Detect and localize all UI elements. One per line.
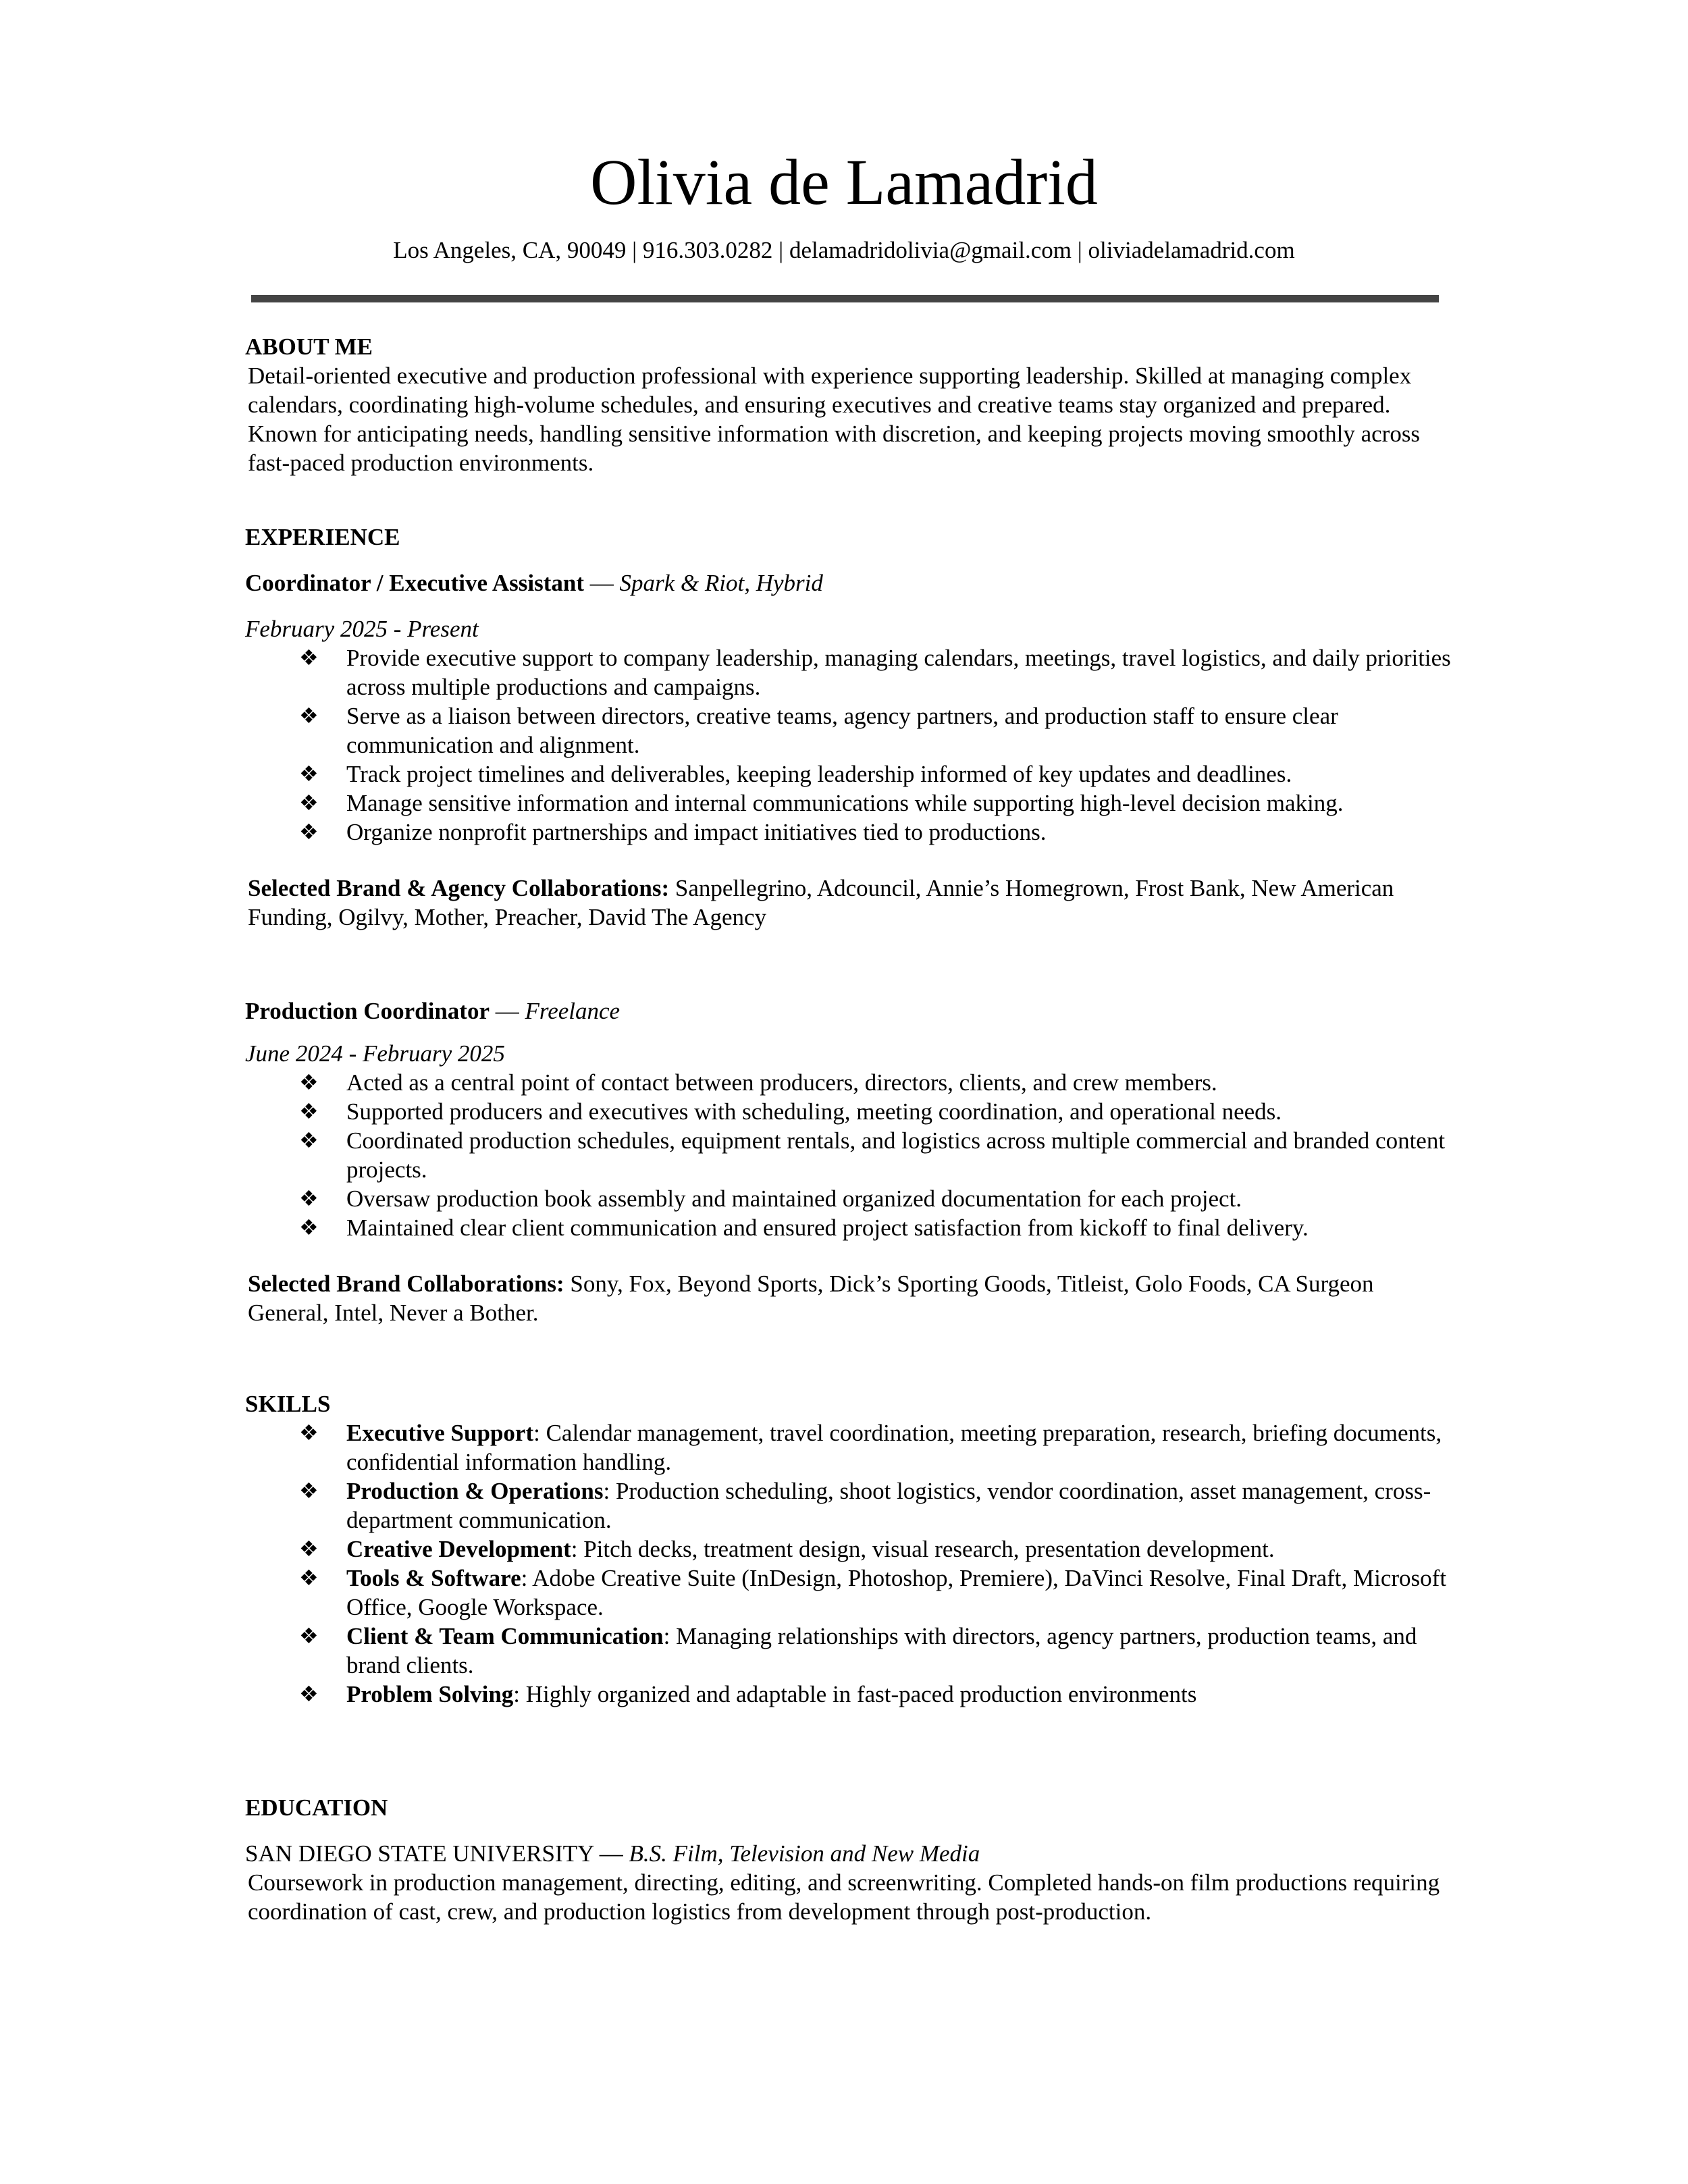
skills-bullet-list bbox=[245, 1418, 1454, 1709]
list-item: ❖ Maintained clear client communication and ensured project satisfaction from kickoff to final delivery. bbox=[299, 1215, 1309, 1241]
list-item: ❖ Organize nonprofit partnerships and impact initiatives tied to productions. bbox=[299, 819, 1047, 845]
job-entry-2 bbox=[245, 996, 1454, 1026]
job-collaborations-2 bbox=[245, 1269, 1454, 1327]
list-item: ❖ Provide executive support to company leadership, managing calendars, meetings, travel logistics, and daily priorities across multiple productions and campaigns. bbox=[299, 645, 1451, 700]
diamond-bullet-icon: ❖ bbox=[299, 1536, 319, 1562]
school-name: SAN DIEGO STATE UNIVERSITY bbox=[245, 1840, 594, 1867]
list-item: ❖ Problem Solving: Highly organized and adaptable in fast-paced production environments bbox=[299, 1681, 1197, 1707]
list-item: ❖ Track project timelines and deliverables, keeping leadership informed of key updates and deadlines. bbox=[299, 761, 1292, 787]
skill-label: Client & Team Communication bbox=[346, 1623, 664, 1649]
job-dates: June 2024 - February 2025 bbox=[245, 1040, 505, 1067]
list-item: ❖ Creative Development: Pitch decks, treatment design, visual research, presentation development. bbox=[299, 1536, 1275, 1562]
list-item: ❖ Executive Support: Calendar management, travel coordination, meeting preparation, research, briefing documents, confidential information handling. bbox=[299, 1420, 1442, 1475]
contact-line: Los Angeles, CA, 90049 | 916.303.0282 | delamadridolivia@gmail.com | oliviadelamadrid.com bbox=[393, 237, 1295, 263]
diamond-bullet-icon: ❖ bbox=[299, 1127, 319, 1153]
degree-name: B.S. Film, Television and New Media bbox=[629, 1840, 980, 1867]
job-title-line bbox=[245, 996, 1454, 1026]
diamond-bullet-icon: ❖ bbox=[299, 761, 319, 787]
list-item: ❖ Acted as a central point of contact between producers, directors, clients, and crew members. bbox=[299, 1069, 1217, 1096]
collaborations-text: Selected Brand & Agency Collaborations: Sanpellegrino, Adcouncil, Annie’s Homegrown, Frost Bank, New American Funding, Ogilvy, Mother, Preacher, David The Agency bbox=[248, 875, 1394, 930]
diamond-bullet-icon: ❖ bbox=[299, 703, 319, 728]
job-org: Spark & Riot, Hybrid bbox=[619, 570, 823, 596]
diamond-bullet-icon: ❖ bbox=[299, 1186, 319, 1211]
job-role: Coordinator / Executive Assistant bbox=[245, 570, 584, 596]
list-item: ❖ Tools & Software: Adobe Creative Suite (InDesign, Photoshop, Premiere), DaVinci Resolve, Final Draft, Microsoft Office, Google Workspace. bbox=[299, 1565, 1447, 1620]
skill-label: Problem Solving bbox=[346, 1681, 514, 1707]
job-entry-1 bbox=[245, 568, 1454, 597]
list-item: ❖ Coordinated production schedules, equipment rentals, and logistics across multiple commercial and branded content projects. bbox=[299, 1127, 1446, 1183]
skill-label: Creative Development bbox=[346, 1536, 571, 1562]
collaborations-label: Selected Brand Collaborations: bbox=[248, 1271, 564, 1297]
skill-label: Production & Operations bbox=[346, 1478, 604, 1504]
resume-name: Olivia de Lamadrid bbox=[590, 146, 1098, 218]
diamond-bullet-icon: ❖ bbox=[299, 1565, 319, 1591]
list-item: ❖ Production & Operations: Production scheduling, shoot logistics, vendor coordination, asset management, cross-department communication. bbox=[299, 1478, 1431, 1533]
diamond-bullet-icon: ❖ bbox=[299, 645, 319, 670]
skills-section bbox=[245, 1389, 1454, 1709]
list-item: ❖ Serve as a liaison between directors, creative teams, agency partners, and production staff to ensure clear communication and alignment. bbox=[299, 703, 1338, 758]
about-section bbox=[245, 332, 1454, 477]
list-item: ❖ Client & Team Communication: Managing relationships with directors, agency partners, production teams, and brand clients. bbox=[299, 1623, 1417, 1678]
about-heading: ABOUT ME bbox=[245, 334, 373, 360]
job-details-2 bbox=[245, 1039, 1454, 1242]
about-text: Detail-oriented executive and production professional with experience supporting leadership. Skilled at managing complex calendars, coordinating high-volume schedules, and ensuring executives and creative teams stay organized and prepared. Known for anticipating needs, handling sensitive information with discretion, and keeping projects moving smoothly across fast-paced production environments. bbox=[248, 363, 1421, 476]
skill-label: Executive Support bbox=[346, 1420, 534, 1446]
diamond-bullet-icon: ❖ bbox=[299, 1681, 319, 1707]
diamond-bullet-icon: ❖ bbox=[299, 1623, 319, 1649]
job-separator: — bbox=[490, 998, 525, 1024]
diamond-bullet-icon: ❖ bbox=[299, 1215, 319, 1240]
header-divider bbox=[251, 295, 1439, 302]
diamond-bullet-icon: ❖ bbox=[299, 1098, 319, 1124]
job-title-line bbox=[245, 568, 1454, 597]
job-collaborations-1 bbox=[245, 874, 1454, 932]
job-role: Production Coordinator bbox=[245, 998, 490, 1024]
job-bullet-list bbox=[245, 643, 1454, 847]
diamond-bullet-icon: ❖ bbox=[299, 1420, 319, 1445]
education-text: Coursework in production management, directing, editing, and screenwriting. Completed hands-on film productions requiring coordination of cast, crew, and production logistics from development through post-production. bbox=[248, 1869, 1440, 1925]
job-details-1 bbox=[245, 614, 1454, 847]
list-item: ❖ Supported producers and executives with scheduling, meeting coordination, and operational needs. bbox=[299, 1098, 1282, 1125]
job-org: Freelance bbox=[525, 998, 621, 1024]
collaborations-label: Selected Brand & Agency Collaborations: bbox=[248, 875, 670, 901]
list-item: ❖ Manage sensitive information and internal communications while supporting high-level decision making. bbox=[299, 790, 1344, 816]
job-dates: February 2025 - Present bbox=[245, 616, 479, 642]
list-item: ❖ Oversaw production book assembly and maintained organized documentation for each project. bbox=[299, 1186, 1242, 1212]
experience-heading: EXPERIENCE bbox=[245, 524, 400, 550]
skills-heading: SKILLS bbox=[245, 1391, 331, 1417]
job-bullet-list bbox=[245, 1068, 1454, 1242]
diamond-bullet-icon: ❖ bbox=[299, 1478, 319, 1503]
education-details bbox=[245, 1839, 1454, 1926]
experience-section bbox=[245, 523, 1454, 552]
diamond-bullet-icon: ❖ bbox=[299, 1069, 319, 1095]
collaborations-text: Selected Brand Collaborations: Sony, Fox, Beyond Sports, Dick’s Sporting Goods, Titleist, Golo Foods, CA Surgeon General, Intel, Never a Bother. bbox=[248, 1271, 1374, 1326]
skill-label: Tools & Software bbox=[346, 1565, 521, 1591]
diamond-bullet-icon: ❖ bbox=[299, 790, 319, 816]
education-heading: EDUCATION bbox=[245, 1794, 388, 1821]
diamond-bullet-icon: ❖ bbox=[299, 819, 319, 845]
education-school-line: SAN DIEGO STATE UNIVERSITY — B.S. Film, Television and New Media bbox=[245, 1840, 980, 1867]
education-section bbox=[245, 1793, 1454, 1822]
job-separator: — bbox=[584, 570, 620, 596]
